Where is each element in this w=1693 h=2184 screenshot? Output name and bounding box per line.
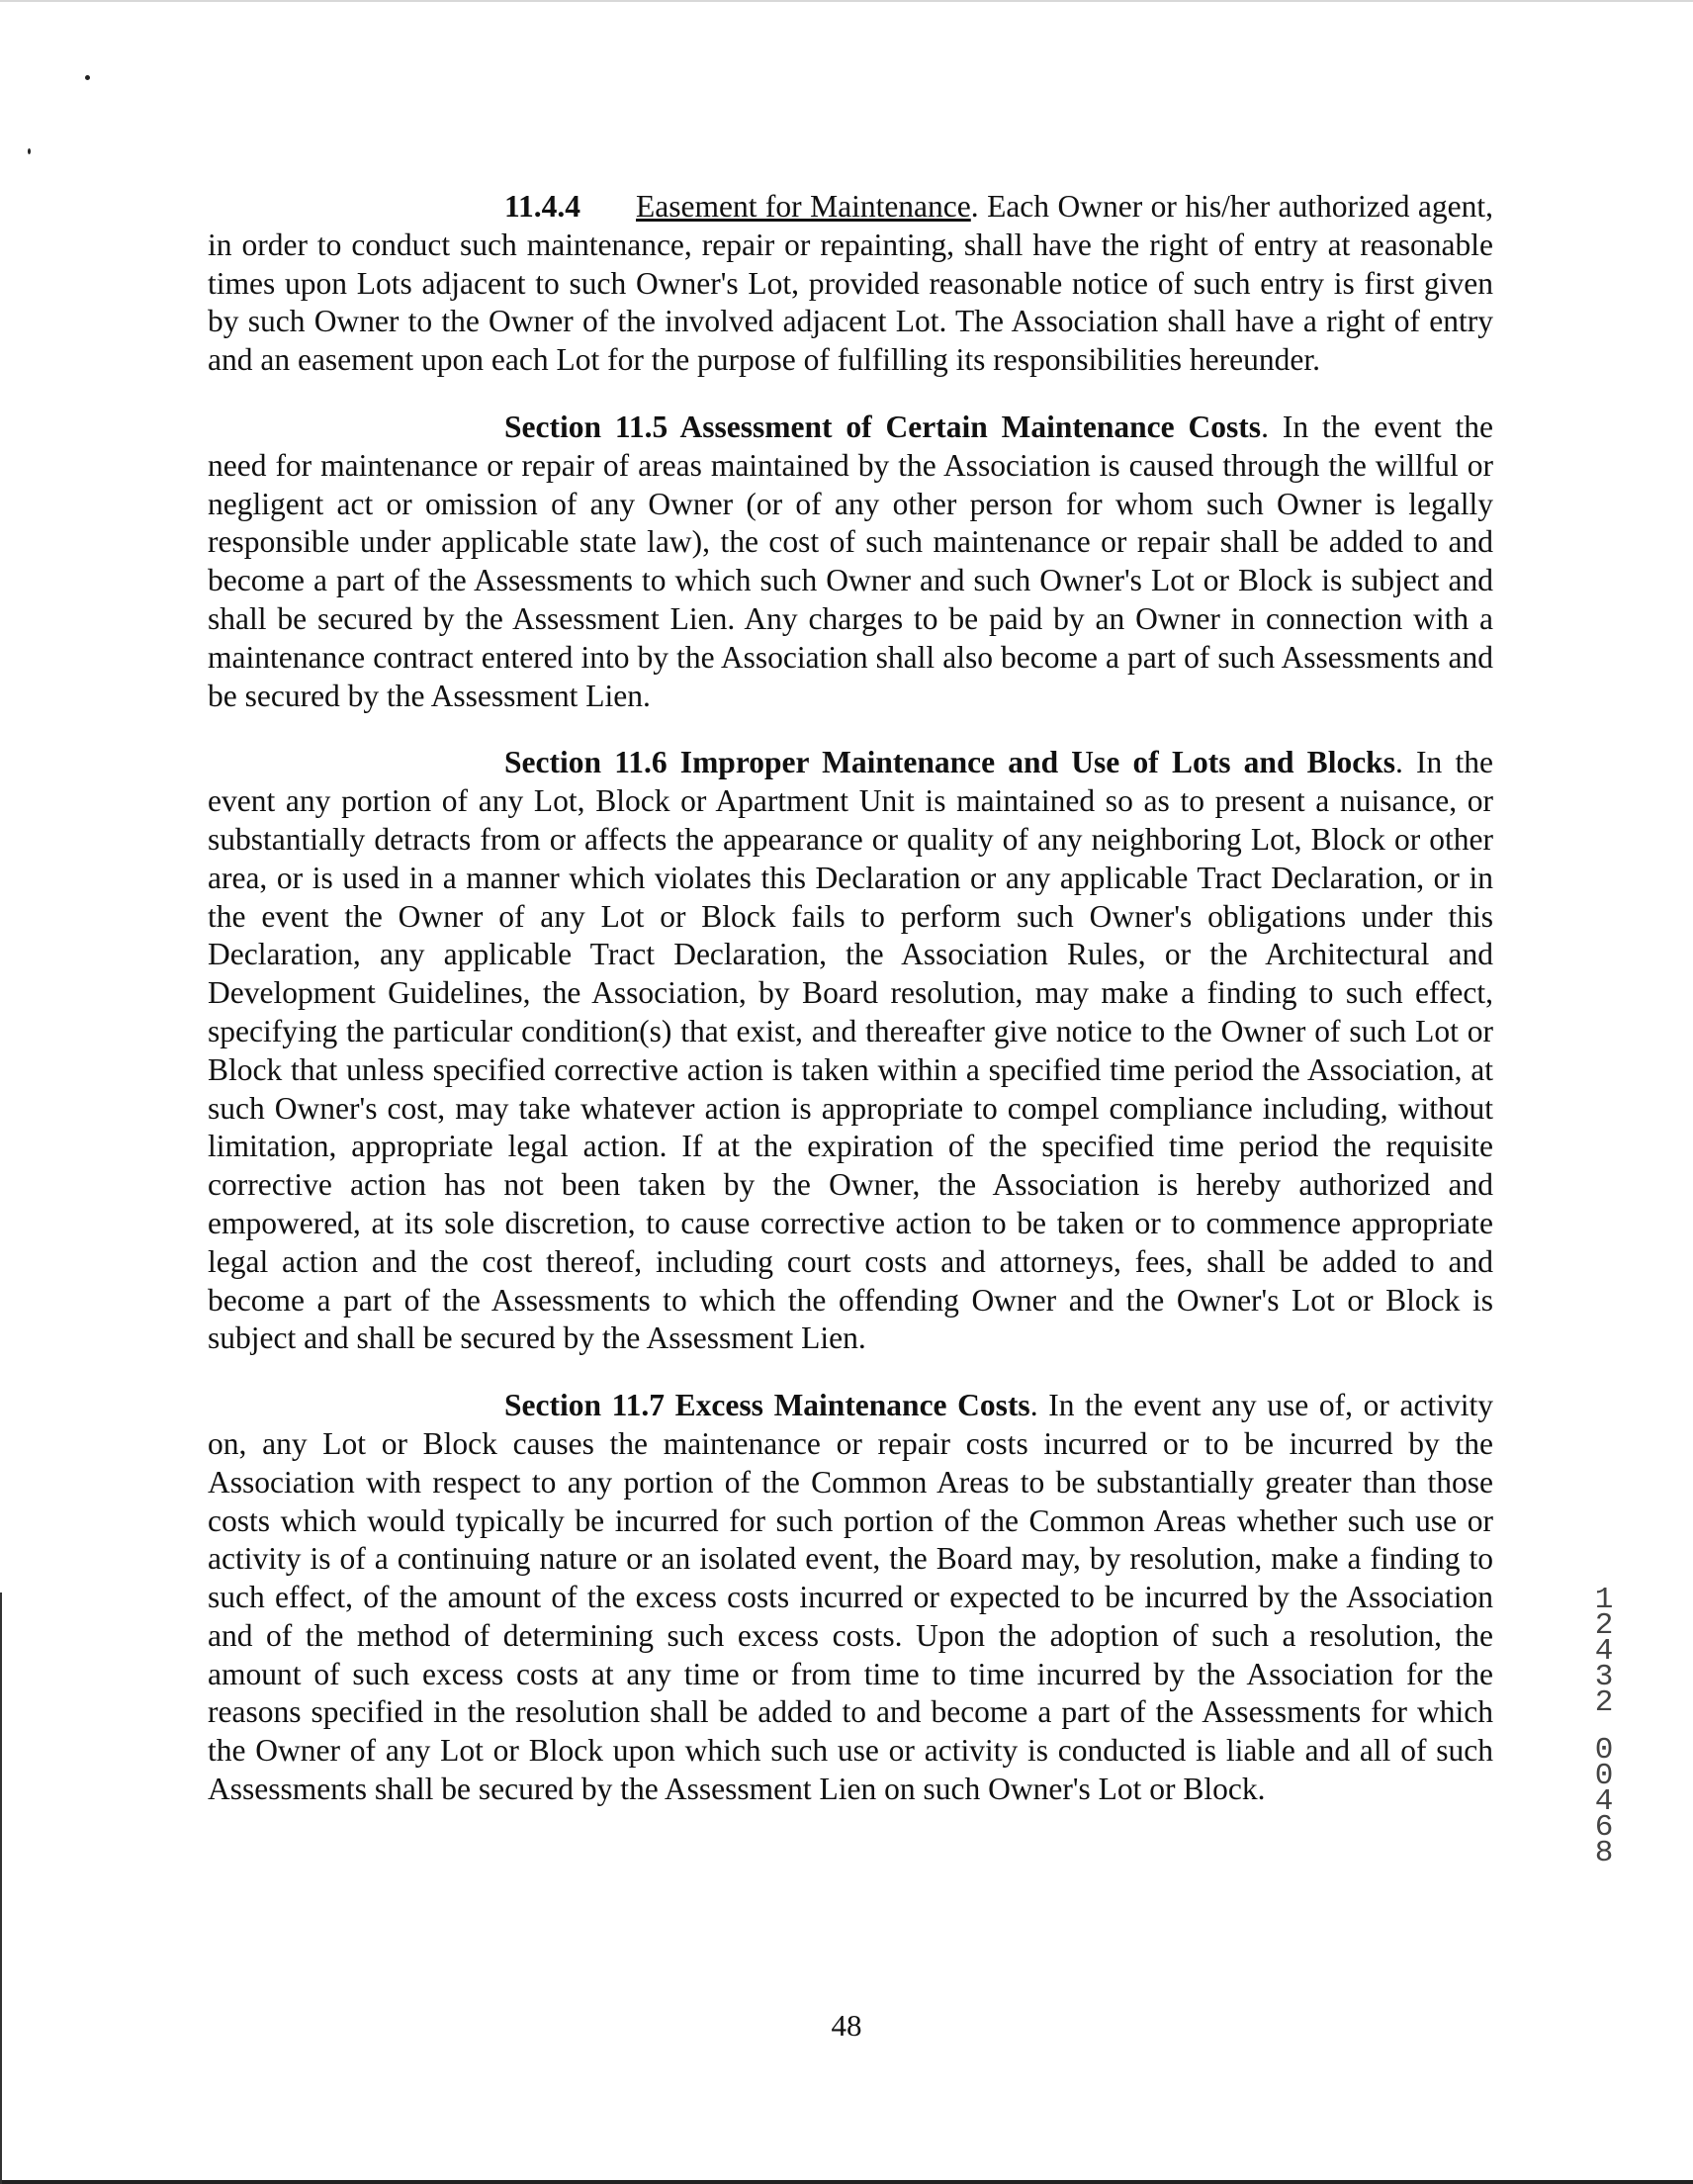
paragraph-11-4-4: [208, 188, 1493, 380]
stamp-char: 1: [1594, 1583, 1614, 1617]
paragraph-section-11-7: [208, 1387, 1493, 1809]
scan-speck: [28, 148, 31, 154]
stamp-char: 2: [1594, 1685, 1614, 1720]
section-body: . In the event any use of, or activity on, any Lot or Block causes the maintenance or repair costs incurred or to be incurred by the Association with respect to any portion of the Common Areas to be substantially greater than those costs which would typically be incurred for such portion of the Common Areas whether such use or activity is of a continuing nature or an isolated event, the Board may, by resolution, make a finding to such effect, of the amount of the excess costs incurred or expected to be incurred by the Association and of the method of determining such excess costs. Upon the adoption of such a resolution, the amount of such excess costs at any time or from time to time incurred by the Association for the reasons specified in the resolution shall be added to and become a part of the Assessments for which the Owner of any Lot or Block upon which such use or activity is conducted is liable and all of such Assessments shall be secured by the Assessment Lien on such Owner's Lot or Block.: [208, 1388, 1493, 1807]
stamp-char: 4: [1594, 1634, 1614, 1669]
section-heading: Section 11.5 Assessment of Certain Maintenance Costs: [504, 409, 1262, 444]
section-number: 11.4.4: [504, 189, 581, 224]
section-body: . In the event any portion of any Lot, Block or Apartment Unit is maintained so as to present a nuisance, or substantially detracts from or affects the appearance or quality of any neighboring Lot, Block or other area, or is used in a manner which violates this Declaration or any applicable Tract Declaration, or in the event the Owner of any Lot or Block fails to perform such Owner's obligations under this Declaration, any applicable Tract Declaration, the Association Rules, or the Architectural and Development Guidelines, the Association, by Board resolution, may make a finding to such effect, specifying the particular condition(s) that exist, and thereafter give notice to the Owner of such Lot or Block that unless specified corrective action is taken within a specified time period the Association, at such Owner's cost, may take whatever action is appropriate to compel compliance including, without limitation, appropriate legal action. If at the expiration of the specified time period the requisite corrective action has not been taken by the Owner, the Association is hereby authorized and empowered, at its sole discretion, to cause corrective action to be taken or to commence appropriate legal action and the cost thereof, including court costs and attorneys, fees, shall be added to and become a part of the Assessments to which the offending Owner and the Owner's Lot or Block is subject and shall be secured by the Assessment Lien.: [208, 745, 1493, 1356]
paragraph-section-11-6: [208, 744, 1493, 1358]
scan-edge-top: [0, 0, 1693, 2]
stamp-char: 6: [1594, 1810, 1614, 1845]
stamp-char: 4: [1594, 1784, 1614, 1819]
scan-speck: [85, 75, 90, 80]
stamp-char: 8: [1594, 1836, 1614, 1870]
section-heading: Section 11.6 Improper Maintenance and Use of Lots and Blocks: [504, 745, 1395, 780]
stamp-char: 0: [1594, 1759, 1614, 1793]
scan-edge-left: [0, 1592, 2, 2184]
section-heading: Section 11.7 Excess Maintenance Costs: [504, 1388, 1030, 1423]
stamp-char: 0: [1594, 1733, 1614, 1768]
scan-edge-bottom: [0, 2180, 1693, 2184]
document-body: [208, 188, 1493, 1809]
paragraph-section-11-5: [208, 409, 1493, 715]
section-body: . In the event the need for maintenance or repair of areas maintained by the Association is caused through the willful or negligent act or omission of any Owner (or of any other person for whom such Owner is legally responsible under applicable state law), the cost of such maintenance or repair shall be added to and become a part of the Assessments to which such Owner and such Owner's Lot or Block is subject and shall be secured by the Assessment Lien. Any charges to be paid by an Owner in connection with a maintenance contract entered into by the Association shall also become a part of such Assessments and be secured by the Assessment Lien.: [208, 409, 1494, 713]
section-title: Easement for Maintenance: [636, 189, 971, 224]
stamp-char: 3: [1594, 1660, 1614, 1694]
page-number: 48: [831, 2008, 862, 2043]
stamp-char: 2: [1594, 1608, 1614, 1643]
section-body: . Each Owner or his/her authorized agent, in order to conduct such maintenance, repair or repainting, shall have the right of entry at reasonable times upon Lots adjacent to such Owner's Lot, provided reasonable notice of such entry is first given by such Owner to the Owner of the involved adjacent Lot. The Association shall have a right of entry and an easement upon each Lot for the purpose of fulfilling its responsibilities hereunder.: [208, 189, 1493, 378]
recording-stamp: [1590, 1583, 1618, 1870]
